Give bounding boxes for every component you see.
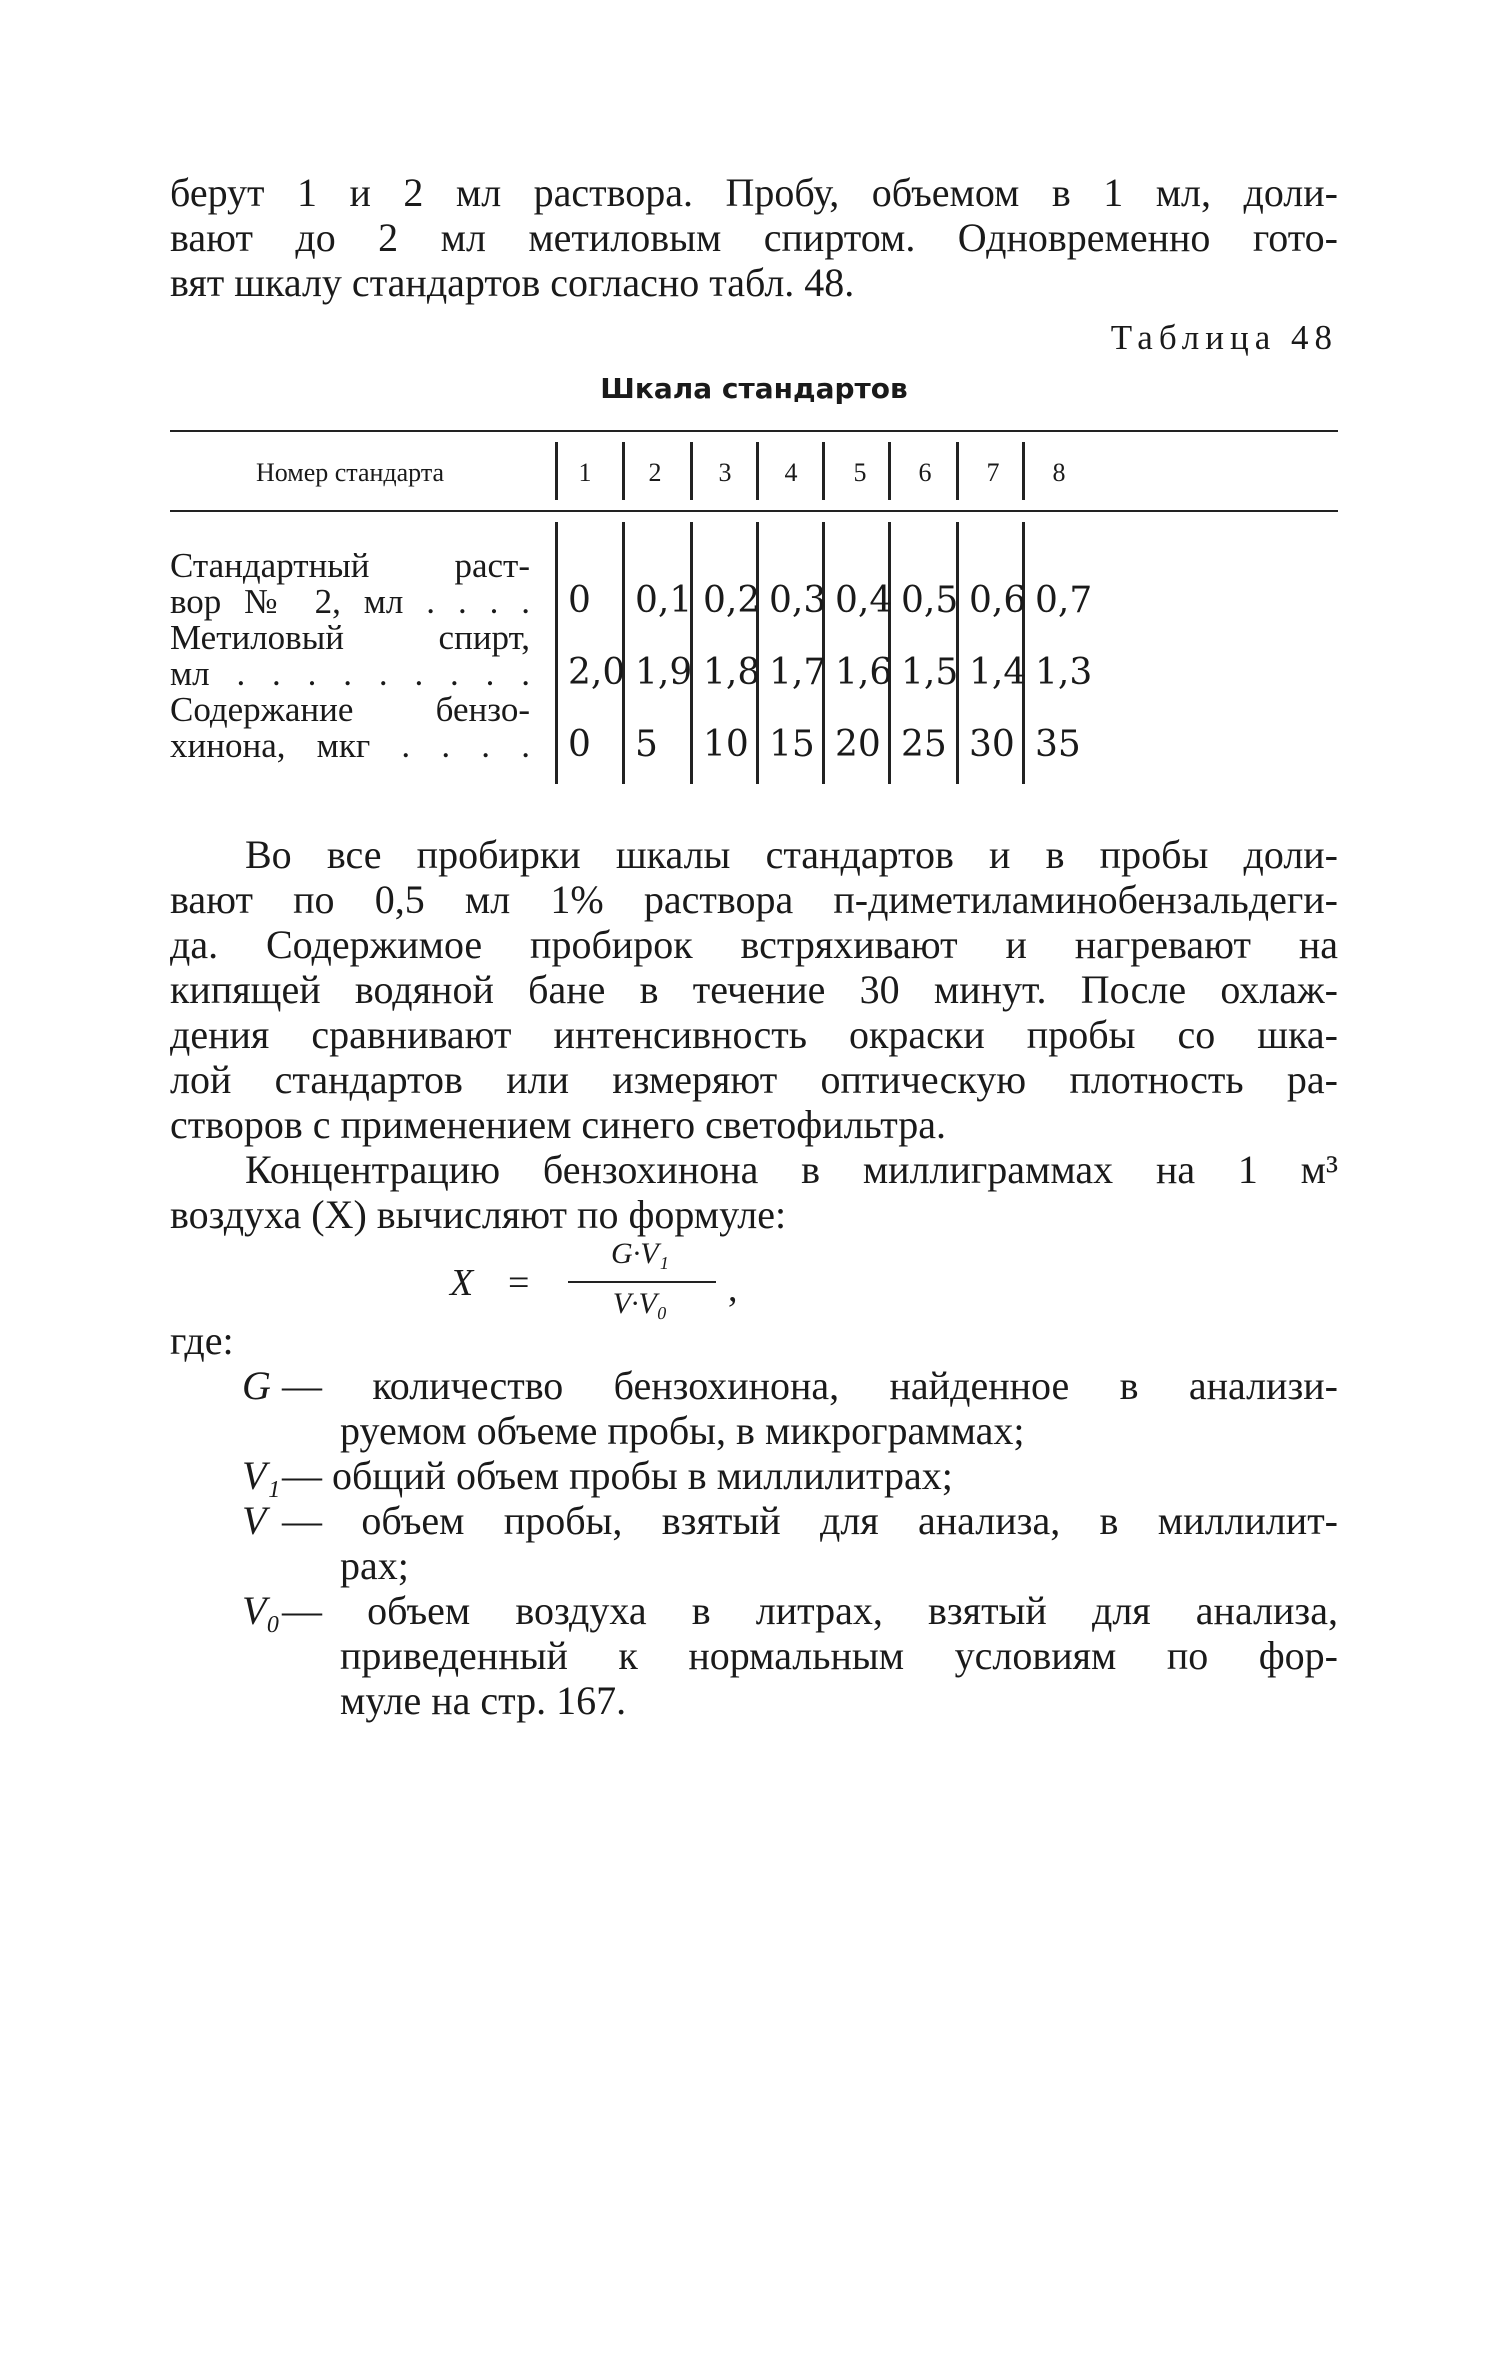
header-cell: 1 <box>578 458 592 487</box>
definition-item <box>170 1498 1338 1588</box>
table-cell: 25 <box>901 724 947 765</box>
header-cell: 3 <box>718 458 732 487</box>
text-line: лой стандартов или измеряют оптическую плотность ра- <box>170 1057 1338 1102</box>
text-line: рах; <box>340 1543 409 1588</box>
table-cell: 0,7 <box>1035 580 1093 621</box>
header-cell: 7 <box>986 458 1000 487</box>
table-cell: 0,2 <box>703 580 761 621</box>
row-label <box>170 620 530 692</box>
column-divider <box>956 442 959 500</box>
row-label-line: Стандартный раст- <box>170 546 530 585</box>
text-line: створов с применением синего светофильтра. <box>170 1102 946 1147</box>
text-line: да. Содержимое пробирок встряхивают и нагревают на <box>170 922 1338 967</box>
table-cell: 1,8 <box>703 652 761 693</box>
table-cell: 30 <box>969 724 1015 765</box>
table-cell: 1,3 <box>1035 652 1093 693</box>
column-divider <box>888 442 891 500</box>
table-cell: 1,4 <box>969 652 1027 693</box>
text-line: Концентрацию бензохинона в миллиграммах на 1 м³ <box>245 1147 1338 1192</box>
text-line: кипящей водяной бане в течение 30 минут. После охлаж- <box>170 967 1338 1012</box>
table-cell: 1,9 <box>635 652 693 693</box>
table-cell: 20 <box>835 724 881 765</box>
text-line: — объем воздуха в литрах, взятый для анализа, <box>282 1588 1338 1633</box>
table-block <box>170 0 1338 900</box>
body-paragraphs <box>170 832 1338 1237</box>
column-divider <box>555 522 558 784</box>
column-divider <box>555 442 558 500</box>
row-label-line: мл . . . . . . . . . <box>170 654 530 693</box>
table-cell: 2,0 <box>568 652 626 693</box>
column-divider <box>1022 442 1025 500</box>
formula-numerator: G·V₁ <box>611 1237 669 1270</box>
header-cell: 5 <box>853 458 867 487</box>
text-line: — общий объем пробы в миллилитрах; <box>282 1453 953 1498</box>
definition-symbol: V₀ <box>242 1588 281 1633</box>
text-line: руемом объеме пробы, в микрограммах; <box>340 1408 1025 1453</box>
text-line: вают по 0,5 мл 1% раствора п-диметиламинобензальдеги- <box>170 877 1338 922</box>
table-header-rule <box>170 510 1338 512</box>
row-label <box>170 548 530 620</box>
header-cell: 2 <box>648 458 662 487</box>
row-label <box>170 692 530 764</box>
header-label: Номер стандарта <box>255 458 445 487</box>
fraction-bar <box>568 1281 716 1283</box>
header-cell: 8 <box>1052 458 1066 487</box>
text-line: дения сравнивают интенсивность окраски пробы со шка- <box>170 1012 1338 1057</box>
text-line: муле на стр. 167. <box>340 1678 627 1723</box>
table-cell: 5 <box>635 724 658 765</box>
table-cell: 1,7 <box>769 652 827 693</box>
table-cell: 0,5 <box>901 580 959 621</box>
table-cell: 0,3 <box>769 580 827 621</box>
table-cell: 10 <box>703 724 749 765</box>
header-cell: 4 <box>784 458 798 487</box>
table-cell: 0,1 <box>635 580 693 621</box>
formula-equals: = <box>508 1262 530 1304</box>
row-label-line: Содержание бензо- <box>170 690 530 729</box>
text-line: — количество бензохинона, найденное в анализи- <box>282 1363 1338 1408</box>
text-line: Во все пробирки шкалы стандартов и в пробы доли- <box>245 832 1338 877</box>
text-line: приведенный к нормальным условиям по фор- <box>340 1633 1338 1678</box>
row-label-line: Метиловый спирт, <box>170 618 530 657</box>
where-label: где: <box>170 1318 234 1363</box>
table-cell: 0 <box>568 580 591 621</box>
table-cell: 0 <box>568 724 591 765</box>
column-divider <box>690 442 693 500</box>
definition-item <box>170 1363 1338 1453</box>
table-top-rule <box>170 430 1338 432</box>
table-title: Шкала стандартов <box>600 372 908 405</box>
definition-item <box>170 1588 1338 1723</box>
header-cell: 6 <box>918 458 932 487</box>
table-cell: 15 <box>769 724 815 765</box>
formula-comma: , <box>728 1268 738 1310</box>
column-divider <box>822 442 825 500</box>
table-cell: 0,4 <box>835 580 893 621</box>
table-caption: Таблица 48 <box>1110 318 1338 357</box>
text-line: берут 1 и 2 мл раствора. Пробу, объемом в 1 мл, доли- <box>170 170 1338 215</box>
definition-symbol: V <box>242 1498 267 1543</box>
row-label-line: хинона, мкг . . . . <box>170 726 530 765</box>
table-cell: 1,5 <box>901 652 959 693</box>
formula-lhs: X <box>450 1262 474 1304</box>
formula <box>450 1237 770 1327</box>
table-cell: 0,6 <box>969 580 1027 621</box>
row-label-line: вор № 2, мл . . . . <box>170 582 530 621</box>
table-cell: 35 <box>1035 724 1081 765</box>
formula-denominator: V·V₀ <box>612 1287 668 1320</box>
definitions <box>170 1318 1338 1723</box>
text-line: вают до 2 мл метиловым спиртом. Одновременно гото- <box>170 215 1338 260</box>
column-divider <box>756 442 759 500</box>
text-line: воздуха (X) вычисляют по формуле: <box>170 1192 787 1237</box>
text-line: вят шкалу стандартов согласно табл. 48. <box>170 260 855 305</box>
text-line: — объем пробы, взятый для анализа, в миллилит- <box>282 1498 1338 1543</box>
definition-item <box>170 1453 1338 1498</box>
column-divider <box>622 442 625 500</box>
definition-symbol: V₁ <box>242 1453 281 1498</box>
table-cell: 1,6 <box>835 652 893 693</box>
definition-symbol: G <box>242 1363 271 1408</box>
